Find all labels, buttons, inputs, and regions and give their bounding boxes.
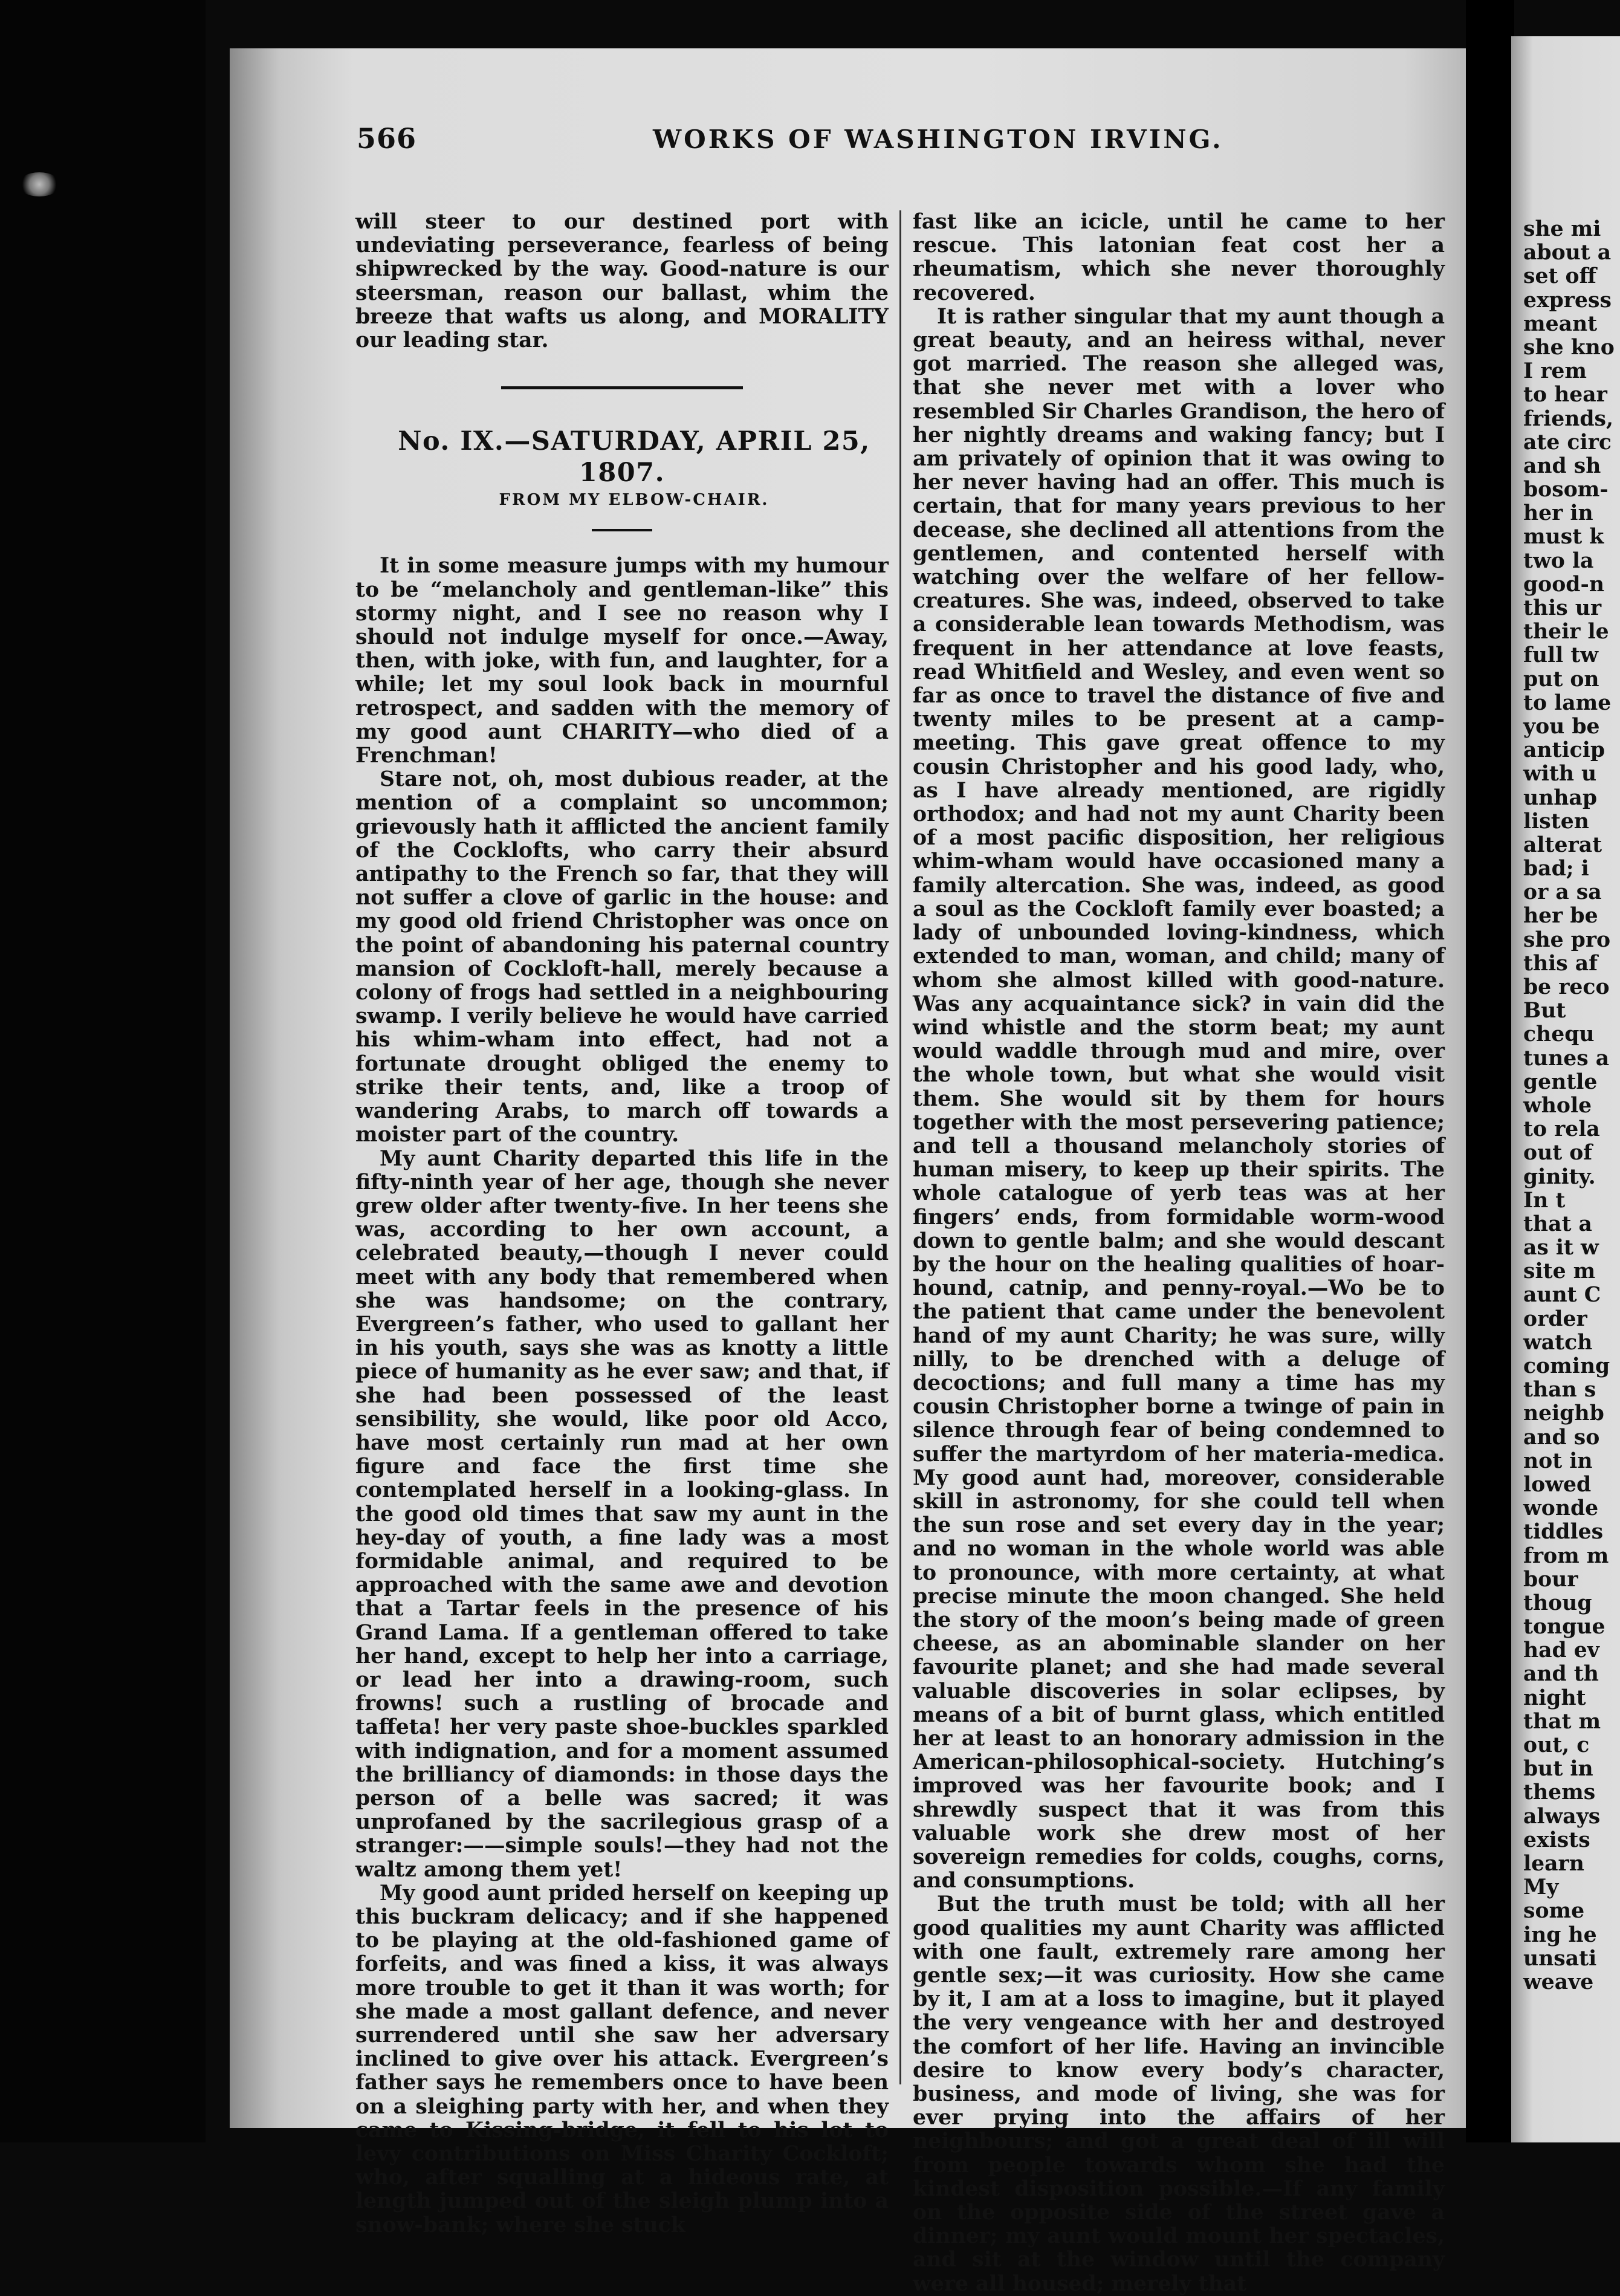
next-page-line: put on: [1523, 667, 1599, 692]
next-page-line: she mi: [1523, 217, 1601, 241]
next-page-line: some: [1523, 1899, 1585, 1924]
next-page-line: full tw: [1523, 643, 1599, 668]
next-page-line: than s: [1523, 1378, 1596, 1403]
section-divider: [501, 386, 743, 389]
next-page-line: she kno: [1523, 335, 1615, 360]
next-page-line: night: [1523, 1685, 1586, 1710]
next-page-line: you be: [1523, 714, 1600, 739]
next-page-line: learn: [1523, 1851, 1584, 1876]
next-page-line: site m: [1523, 1259, 1596, 1284]
page-number: 566: [357, 122, 417, 155]
next-page-line: ing he: [1523, 1922, 1597, 1947]
next-page-line: to rela: [1523, 1117, 1600, 1142]
next-page-line: order: [1523, 1306, 1587, 1331]
next-page-line: and so: [1523, 1425, 1600, 1450]
paragraph: Stare not, oh, most dubious reader, at the mention of a complaint so uncommon; grievously hath it afflicted the ancient family of the Cocklofts, who carry their absurd antipathy to the French so far, that they will not suffer a clove of garlic in the house: and my good old friend Christopher was once on the point of abandoning his paternal country mansion of Cockloft-hall, merely because a colony of frogs had settled in a neighbouring swamp. I verily believe he would have carried his whim-wham into effect, had not a fortunate drought obliged the enemy to strike their tents, and, like a troop of wandering Arabs, to march off towards a moister part of the country.: [355, 767, 889, 1147]
next-page-line: tongue: [1523, 1615, 1605, 1639]
next-page-line: must k: [1523, 525, 1604, 550]
next-page-line: alterat: [1523, 832, 1602, 857]
next-page-line: that a: [1523, 1211, 1592, 1236]
next-page-line: but in: [1523, 1757, 1593, 1782]
next-page-line: not in: [1523, 1448, 1593, 1473]
next-page-line: whole: [1523, 1093, 1592, 1118]
paragraph: fast like an icicle, until he came to her rescue. This latonian feat cost her a rheumatism, which she never thoroughly recovered.: [913, 210, 1445, 305]
next-page-line: always: [1523, 1804, 1601, 1829]
next-page-line: to lame: [1523, 690, 1612, 715]
next-page-line: had ev: [1523, 1638, 1599, 1663]
next-page-line: be reco: [1523, 975, 1610, 999]
next-page-line: to hear: [1523, 383, 1607, 407]
next-page-line: lowed: [1523, 1472, 1592, 1497]
next-page-line: good-n: [1523, 572, 1604, 597]
next-page-line: and th: [1523, 1662, 1599, 1687]
next-page-line: her be: [1523, 904, 1598, 929]
page-smudge: [18, 172, 60, 196]
next-page-line: bad; i: [1523, 857, 1589, 881]
next-page-line: that m: [1523, 1709, 1601, 1734]
heading-rule: [592, 529, 652, 531]
next-page-line: aunt C: [1523, 1283, 1601, 1308]
next-page-line: listen: [1523, 809, 1589, 834]
column-divider: [899, 210, 901, 2084]
running-head: [357, 122, 1433, 164]
next-page-line: tiddles: [1523, 1520, 1604, 1545]
paragraph: My aunt Charity departed this life in the fifty-ninth year of her age, though she never grew older after twenty-five. In her teens she was, according to her own account, a celebrated beauty,—though I never could meet with any body that remembered when she was handsome; on the contrary, Evergreen’s father, who used to gallant her in his youth, says she was as knotty a little piece of humanity as he ever saw; and that, if she had been possessed of the least sensibility, she would, like poor old Acco, have most certainly run mad at her own figure and face the first time she contemplated herself in a looking-glass. In the good old times that saw my aunt in the hey-day of youth, a fine lady was a most formidable animal, and required to be approached with the same awe and devotion that a Tartar feels in the presence of his Grand Lama. If a gentleman offered to take her hand, except to help her into a carriage, or lead her into a drawing-room, such frowns! such a rustling of brocade and taffeta! her very paste shoe-buckles sparkled with indignation, and for a moment assumed the brilliancy of diamonds: in those days the person of a belle was sacred; it was unprofaned by the sacrilegious grasp of a stranger:——simple souls!—they had not the waltz among them yet!: [355, 1146, 889, 1882]
next-page-line: But: [1523, 999, 1566, 1023]
paragraph: But the truth must be told; with all her good qualities my aunt Charity was afflicted with one fault, extremely rare among her gentle sex;—it was curiosity. How she came by it, I am at a loss to imagine, but it played the very vengeance with her and destroyed the comfort of her life. Having an invincible desire to know every body’s character, business, and mode of living, she was for ever prying into the affairs of her neighbours; and got a great deal of ill will from people towards whom she had the kindest disposition possible.—If any family on the opposite side of the street gave a dinner; my aunt would mount her spectacles, and sit at the window until the company were all housed; merely that: [913, 1892, 1445, 2296]
next-page-line: bour: [1523, 1567, 1578, 1592]
next-page-line: unhap: [1523, 785, 1598, 810]
article-subheading: FROM MY ELBOW-CHAIR.: [499, 491, 770, 510]
next-page-line: or a sa: [1523, 880, 1602, 905]
next-page-line: weave: [1523, 1970, 1594, 1994]
next-page-line: meant: [1523, 311, 1598, 336]
next-page-line: I rem: [1523, 359, 1587, 384]
next-page-line: friends,: [1523, 406, 1614, 431]
next-page-line: thoug: [1523, 1591, 1592, 1615]
next-page-line: their le: [1523, 620, 1609, 644]
next-page-line: bosom-: [1523, 478, 1609, 502]
next-page-line: thems: [1523, 1780, 1596, 1805]
next-page-line: about a: [1523, 241, 1612, 265]
continuation-paragraph: will steer to our destined port with undeviating perseverance, fearless of being shipwrecked by the way. Good-nature is our steersman, reason our ballast, whim the breeze that wafts us along, and MORALITY our leading star.: [355, 210, 889, 353]
page-gap: [1466, 0, 1514, 2142]
next-page-line: ate circ: [1523, 430, 1612, 455]
next-page-line: out of: [1523, 1141, 1593, 1166]
next-page-line: chequ: [1523, 1022, 1595, 1047]
next-page-line: two la: [1523, 548, 1594, 573]
next-page-line: as it w: [1523, 1236, 1599, 1260]
next-page-line: and sh: [1523, 453, 1601, 478]
next-page-line: tunes a: [1523, 1046, 1610, 1071]
next-page-line: her in: [1523, 501, 1593, 526]
next-page-line: with u: [1523, 762, 1597, 786]
next-page-edge: [1511, 36, 1620, 2142]
next-page-line: watch: [1523, 1330, 1593, 1355]
next-page-line: anticip: [1523, 738, 1605, 763]
next-page-line: exists: [1523, 1827, 1590, 1852]
next-page-line: she pro: [1523, 927, 1611, 952]
paragraph: My good aunt prided herself on keeping up this buckram delicacy; and if she happened to be playing at the old-fashioned game of forfeits, and was fined a kiss, it was always more trouble to get it than it was worth; for she made a most gallant defence, and never surrendered until she saw her adversary inclined to give over his attack. Evergreen’s father says he remembers once to have been on a sleighing party with her, and when they came to Kissing-bridge, it fell to his lot to levy contributions on Miss Charity Cockloft; who, after squalling at a hideous rate, at length jumped out of the sleigh plump into a snow-bank; where she stuck: [355, 1881, 889, 2237]
book-page: [230, 48, 1466, 2296]
running-title: WORKS OF WASHINGTON IRVING.: [653, 125, 1223, 154]
next-page-line: from m: [1523, 1543, 1609, 1568]
left-column: [355, 210, 889, 2237]
right-column: [913, 210, 1445, 2296]
next-page-line: ginity.: [1523, 1164, 1596, 1189]
paragraph: It in some measure jumps with my humour to be “melancholy and gentleman-like” this stormy night, and I see no reason why I should not indulge myself for once.—Away, then, with joke, with fun, and laughter, for a while; let my soul look back in mournful retrospect, and sadden with the memory of my good aunt CHARITY—who died of a Frenchman!: [355, 554, 889, 768]
next-page-line: gentle: [1523, 1069, 1598, 1094]
next-page-line: unsati: [1523, 1946, 1597, 1971]
binding-shadow: [0, 0, 206, 2142]
next-page-line: wonde: [1523, 1496, 1599, 1521]
next-page-line: My: [1523, 1875, 1559, 1900]
next-page-line: this af: [1523, 951, 1598, 976]
next-page-line: out, c: [1523, 1733, 1590, 1757]
paragraph: It is rather singular that my aunt though a great beauty, and an heiress withal, never got married. The reason she alleged was, that she never met with a lover who resembled Sir Charles Grandison, the hero of her nightly dreams and waking fancy; but I am privately of opinion that it was owing to her never having had an offer. This much is certain, that for many years previous to her decease, she declined all attentions from the gentlemen, and contented herself with watching over the welfare of her fellow-creatures. She was, indeed, observed to take a considerable lean towards Methodism, was frequent in her attendance at love feasts, read Whitfield and Wesley, and even went so far as once to travel the distance of five and twenty miles to be present at a camp-meeting. This gave great offence to my cousin Christopher and his good lady, who, as I have already mentioned, are rigidly orthodox; and had not my aunt Charity been of a most pacific disposition, her religious whim-wham would have occasioned many a family altercation. She was, indeed, as good a soul as the Cockloft family ever boasted; a lady of unbounded loving-kindness, which extended to man, woman, and child; many of whom she almost killed with good-nature. Was any acquaintance sick? in vain did the wind whistle and the storm beat; my aunt would waddle through mud and mire, over the whole town, but what she would visit them. She would sit by them for hours together with the most persevering patience; and tell a thousand melancholy stories of human misery, to keep up their spirits. The whole catalogue of yerb teas was at her fingers’ ends, from formidable worm-wood down to gentle balm; and she would descant by the hour on the healing qualities of hoar-hound, catnip, and penny-royal.—Wo be to the patient that came under the benevolent hand of my aunt Charity; he was sure, willy nilly, to be drenched with a deluge of decoctions; and full many a time has my cousin Christopher borne a twinge of pain in silence through fear of being condemned to suffer the martyrdom of her materia-medica. My good aunt had, moreover, considerable skill in astronomy, for she could tell when the sun rose and set every day in the year; and no woman in the whole world was able to pronounce, with more certainty, at what precise minute the moon changed. She held the story of the moon’s being made of green cheese, as an abominable slander on her favourite planet; and she had made several valuable discoveries in solar eclipses, by means of a bit of burnt glass, which entitled her at least to an honorary admission in the American-philosophical-society. Hutching’s improved was her favourite book; and I shrewdly suspect that it was from this valuable work she drew most of her sovereign remedies for colds, coughs, corns, and consumptions.: [913, 304, 1445, 1893]
next-page-line: neighb: [1523, 1401, 1604, 1426]
next-page-line: this ur: [1523, 596, 1602, 620]
next-page-line: In t: [1523, 1188, 1566, 1213]
next-page-line: coming: [1523, 1354, 1610, 1378]
next-page-text: [1523, 218, 1620, 1994]
next-page-line: express: [1523, 288, 1612, 313]
article-heading: No. IX.—SATURDAY, APRIL 25, 1807.: [398, 426, 870, 488]
next-page-line: set off: [1523, 264, 1596, 289]
